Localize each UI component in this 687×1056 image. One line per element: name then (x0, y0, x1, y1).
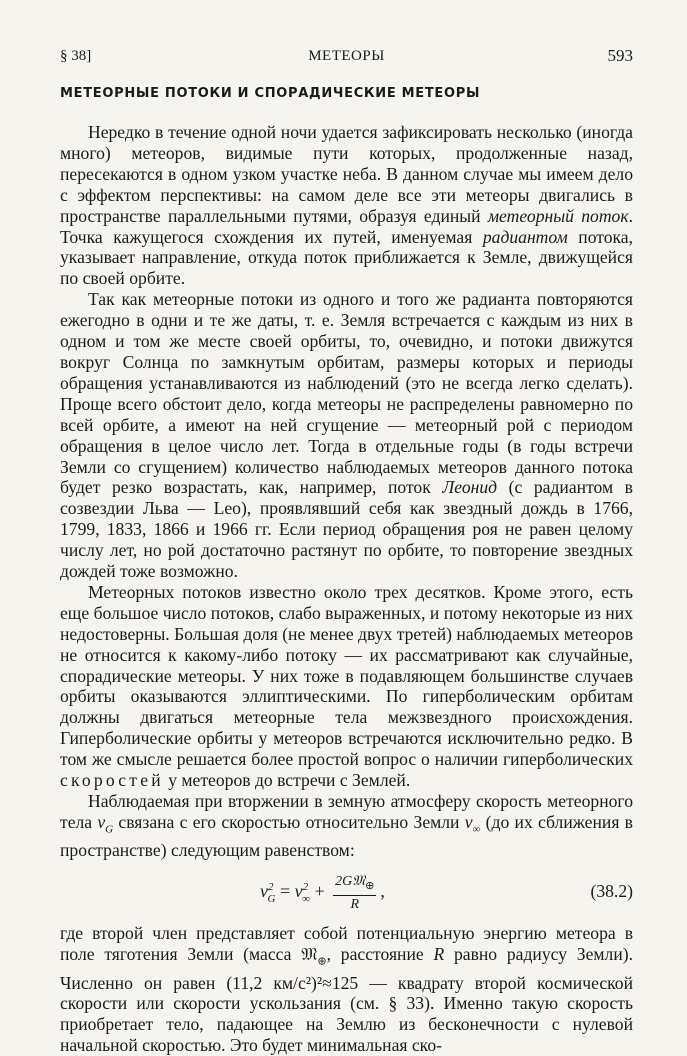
text-run: , расстояние (326, 944, 434, 965)
symbol-v: v (294, 881, 303, 902)
text-run: (до их сближения в пространстве) следующим равенством: (60, 811, 633, 861)
symbol-r: R (433, 944, 445, 965)
paragraph-sporadic-meteors (60, 582, 633, 791)
text-run: у метеоров до встречи с Землей. (163, 770, 411, 791)
text-run: Наблюдаемая при вторжении в земную атмосферу скорость метеорного тела (60, 791, 633, 832)
paragraph-periodic-showers (60, 289, 633, 582)
body-text (60, 122, 633, 1056)
term-leonids: Леонид (442, 477, 498, 498)
text-run: связана с его скоростью относительно Земли (113, 811, 465, 832)
equation-number: (38.2) (590, 881, 633, 902)
exponent: 2 (302, 881, 309, 894)
symbol-v: v (97, 811, 106, 832)
section-reference: § 38] (60, 48, 92, 64)
symbol-subscript: G (105, 823, 114, 836)
symbol-mass: 𝔐 (301, 944, 318, 965)
fraction-numerator (333, 873, 376, 896)
comma: , (380, 881, 385, 902)
text-run: равно радиусу Земли). Численно он равен (11,2 км/с²)²≈125 — квадрату второй космической скорости или скорости ускользания (см. § 33). Именно такую скорость приобретает тело, падающее на Землю из бесконечности с нулевой начальной скоростью. Это будет минимальная ско- (60, 944, 633, 1056)
symbol-v: v (464, 811, 473, 832)
symbol-subscript: ∞ (472, 823, 481, 836)
spaced-word: скоростей (60, 770, 164, 791)
text-run: где второй член представляет собой потенциальную энергию метеора в поле тяготения Земли (масса (60, 923, 633, 965)
term-radiant: радиантом (482, 226, 568, 247)
text-run: Так как метеорные потоки из одного и того же радианта повторяются ежегодно в одни и те же даты, т. е. Земля встречается с каждым из них в одном и том же месте своей орбиты, то, очевидно, и потоки движутся вокруг Солнца по замкнутым орбитам, размеры которых и периоды обращения устанавливаются из наблюдений (это не всегда легко сделать). Проще всего обстоит дело, когда метеоры не распределены равномерно по всей орбите, а имеют на ней сгущение — метеорный рой с периодом обращения в целое число лет. Тогда в отдельные годы (в годы встречи Земли со сгущением) количество наблюдаемых метеоров данного потока будет резко возрастать, как, например, поток (60, 289, 633, 498)
page-number: 593 (607, 46, 633, 65)
symbol-v: v (260, 881, 268, 902)
plus-sign: + (309, 881, 330, 902)
equation-38-2 (60, 867, 633, 917)
equals-sign: = (275, 881, 295, 902)
symbol-subscript: G (267, 892, 276, 905)
text-run: потока, указывает направление, откуда поток приближается к Земле, движущейся по своей орбите. (60, 226, 633, 289)
text-run: Нередко в течение одной ночи удается зафиксировать несколько (иногда много) метеоров, видимые пути которых, продолженные назад, пересекаются в одном узком участке неба. В данном случае мы имеем дело с эффектом перспективы: на самом деле все эти метеоры двигались в пространстве параллельными путями, образуя единый (60, 122, 633, 226)
earth-symbol: ⊕ (317, 955, 327, 968)
equation-expression (260, 873, 385, 913)
text-run: (с радиантом в созвездии Льва — Leo), проявлявший себя как звездный дождь в 1766, 1799, 1833, 1866 и 1966 гг. Если период обращения роя не равен целому числу лет, но рой достаточно растянут по орбите, то повторение звездных дождей тоже возможно. (60, 477, 633, 582)
exponent: 2 (268, 881, 274, 894)
section-title: МЕТЕОРНЫЕ ПОТОКИ И СПОРАДИЧЕСКИЕ МЕТЕОРЫ (60, 86, 481, 101)
paragraph-velocity-relation (60, 791, 633, 861)
numerator-text: 2G𝔐 (335, 874, 366, 890)
term-meteor-stream: метеорный поток (487, 205, 629, 226)
paragraph-meteor-showers (60, 122, 633, 289)
fraction-denominator: R (350, 897, 359, 913)
symbol-subscript: ∞ (302, 892, 310, 905)
earth-symbol: ⊕ (365, 880, 375, 893)
paragraph-potential-energy (60, 923, 633, 1056)
text-run: . Точка кажущегося схождения их путей, именуемая (60, 205, 633, 247)
running-head (60, 48, 633, 68)
chapter-title: МЕТЕОРЫ (308, 48, 385, 64)
fraction (333, 873, 376, 913)
text-run: Метеорных потоков известно около трех десятков. Кроме этого, есть еще большое число потоков, слабо выраженных, и потому некоторые из них недостоверны. Большая доля (не менее двух третей) наблюдаемых метеоров не относится к какому-либо потоку — их рассматривают как случайные, спорадические метеоры. У них тоже в подавляющем большинстве случаев орбиты оказываются эллиптическими. По гиперболическим орбитам должны двигаться метеорные тела межзвездного происхождения. Гиперболические орбиты у метеоров встречаются исключительно редко. В том же смысле решается более простой вопрос о наличии гиперболических (60, 581, 633, 770)
